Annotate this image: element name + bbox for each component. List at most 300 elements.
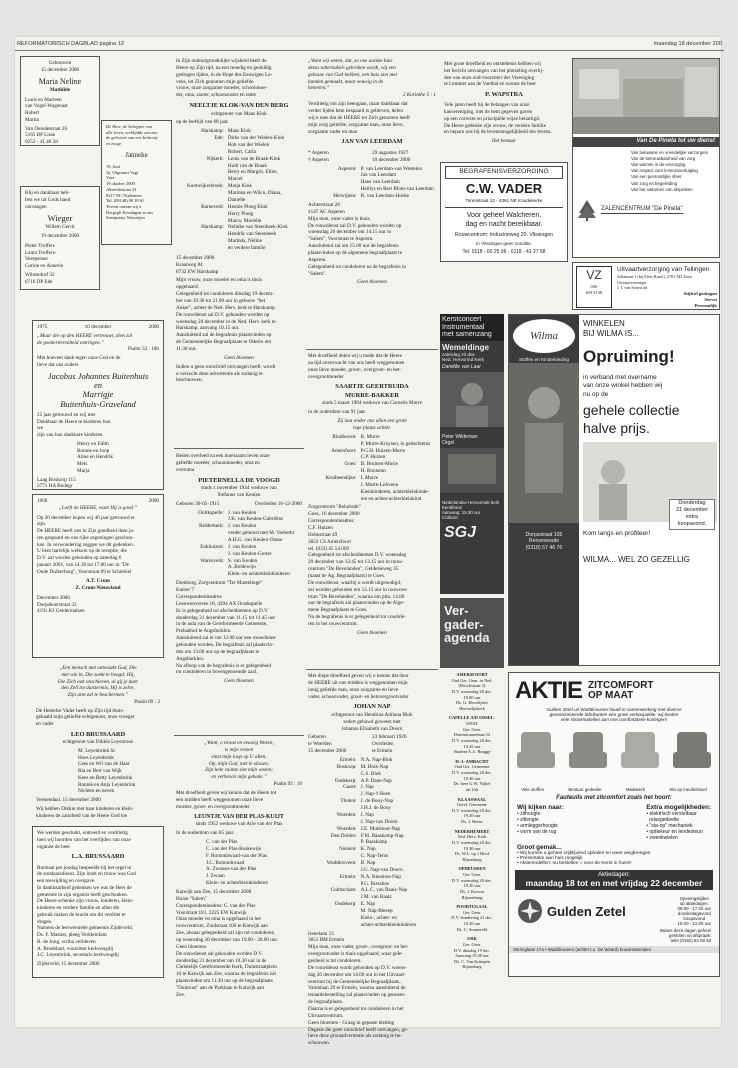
church-service [440,672,504,711]
text-line: een toewijding en overgave. [37,878,96,885]
svg-text:VZ: VZ [586,268,602,281]
address-line: 6716 DP Ede [25,278,53,285]
wieger-sub: Willem Gerrit [45,224,75,231]
address-line: Kraaiweg 84 [176,261,203,268]
intro-line: Gulden Zetel uit Waddinxveen houdt in samenwerking met diverse [546,707,682,712]
sgj-logo: SGJ [444,524,477,542]
list-item: relaxgedeelte [646,817,680,823]
aktie-intro [509,705,719,724]
text-line: Zorgcentrum "Rehoboth" [308,504,361,511]
family-names: Hennie Ploeg Klok Harry Ploeg Maico, Marielle [227,203,268,224]
day-line: Donderdag [678,500,706,506]
family-row [308,448,436,462]
family-place: Barneveld: [201,203,224,210]
pineta-item: Van zorg en begeleiding [631,180,678,186]
text-line: Oude Duikerburg", Voorstraat 89 te Schiebiel [37,568,132,575]
family-line: J.C. Romonhwaad [206,859,245,866]
church-place: OPHEUSDEN [458,866,486,872]
church-line: D.V. woensdag 20 dec. [451,807,493,813]
kuijt-text [176,889,302,999]
text-line: Prelaathof te Augsburklen. [176,628,232,635]
sub-line: echtgenoot van Hendrina Adriana Blok [331,711,413,718]
list-item: • Wij komen u geheel vrijblijvend ophalen en weer wegbrengen [517,851,651,856]
nap-sub [308,712,436,733]
church-line: Geref. Gemeente [457,802,487,808]
crum-years [37,498,159,505]
text-line: op een correcte en principiële wijze behartigd. [444,115,541,122]
text-line: Er is gelegenheid tot afscheidnemen op D.V. [176,607,269,614]
buitenhuis-ref: Psalm 32 : 10b [128,346,159,353]
family-place: Enkhuizen: [200,543,224,550]
family-row [308,846,436,860]
intro-line: mijn zorg geliefde, zorgzame man, onze lieve, [308,121,404,128]
crum-quote: „Loeft de HEERE, want Hij is goed.” [58,504,138,511]
intro-line: Met hoeveel dank tegen onze God en de [37,355,121,361]
intro-line: vele showmodellen aan met comfortabele kortingen! [560,717,668,722]
ad-tellingen [572,262,720,310]
address-line: J. I. van Schevold [617,285,647,291]
text-line: centrum bij de Gemeentelijke Begraafplaats, [308,978,401,985]
family-line: J. Zwaan [206,873,225,880]
text-line: dag 20 december om 14.00 uur in het Uitvaart- [308,971,406,978]
buitenhuis-date: 10 december [84,324,112,330]
family-row [308,887,436,901]
divider [306,349,438,350]
family-names: Kleinkinderen, achterkleinkinde- ren en achter-achterkleinkind [360,488,430,502]
family-row [176,571,302,578]
brussaard-ref: Psalm 89 : 2 [134,698,160,705]
klok-date [176,255,302,276]
intro-line: geliefde moeder, schoonmoeder, oma en [176,459,260,466]
text-line: januari 2001, van 14.30 tot 17.00 uur in "De [37,561,129,568]
voogd-sub [176,485,302,499]
family-place: Kootwijkerbroek: [186,183,224,190]
janneke-name: Janneke [125,150,148,159]
list-item: • zwenkwielen [646,835,678,841]
wieger-intro [25,190,95,210]
sub-line: Johanna Elisabeth van Doorn [341,725,403,732]
quote-line: met wie in, Die zoekt te beogd; Hij, [61,671,135,678]
text-line: Asperen. [308,256,327,263]
church-line: Oud Ger. Gemeente [454,764,490,770]
text-line: Wij hebben Dikkie met haar kinderen en klein- [36,805,134,812]
leerdam-name: JAN VAN LEERDAM [341,138,403,146]
text-line: 4147 AC Asperen [308,208,345,215]
kerst-location: Wemeldinge [442,343,489,353]
list-item: • optiekeur en lendesteun [646,829,703,835]
church-line: Ger. Gem. [462,872,482,877]
family-place: Ede: [214,135,224,142]
text-line: kasvereniging, met de hem gegeven gaven [444,109,533,116]
obituary-kuijt [176,740,302,999]
family-names: N.A. Riessbos-Nap P.G. Riessbos [360,873,401,887]
header-left: REFORMATORISCH DAGBLAD pagina 12 [17,41,125,47]
aktie-title3: OP MAAT [588,690,634,701]
ad-aktie-gulden-zetel [508,672,720,977]
text-line: C.F. Huizen [308,524,333,531]
text-line: De rouwdienst zal D.V. gehouden worden op [308,222,402,229]
text-line: Vele jaren heeft hij de belangen van onze [444,102,530,109]
kuijt-age: In de ouderdom van 85 jaar. [176,830,235,837]
wilma-text2: van onze winkel hebben wij [583,382,663,390]
crum-text [37,515,159,576]
kuijt-name: LEUNTJE VAN DER PLAS-KUIJT [194,813,284,820]
family-names: J. van Keulen verder gehuwd met M. Verberkt A.H.G. van Keulen-Ousse [227,523,295,544]
text-line: Harskamp, aanvang 10.15 uur. [176,325,240,332]
intro-line: In Zijn ondoorgrondelijke wijsheid heeft de [176,58,267,64]
family-row [308,826,436,833]
family-row [308,812,436,826]
pineta-item: Van het nakomen van afspraken [631,186,693,192]
text-line: we [37,425,44,432]
text-line: Leeuwenversee 18, 4394 AX Oostkapelle [176,600,263,607]
intro-line: de HEERE uit ons midden is weggenomen mijn [308,679,408,686]
text-line: De rouwdienst zal gehouden worden D.V. [176,950,263,957]
wieger-parents [25,243,95,270]
church-line: Rijsenburg [462,856,482,862]
brussaard-family [78,748,160,795]
parent-line: Corine en Annerie [25,263,64,270]
text-line: den om 13.00 uur op de begraafplaats te [176,648,260,655]
tellingen-phone [577,284,611,296]
tagline-line: Stijlvol gedragen [683,290,717,296]
aktie-left-list [517,811,564,835]
family-names: Leuis van de Braak-Klok Huib van de Braak Berry en Margrit, Ellen, Marcel [227,155,281,183]
title-line: Kerstconcert [442,316,482,323]
text-line: Hobostraat 49 [308,531,338,538]
address-line: 0252 - 41 48 58 [25,139,58,146]
wieger-date: 19 december 2000 [40,233,80,240]
family-names: K. Nap C. Nap-Tenis [360,846,389,860]
wilma-tagline: WILMA... WEL ZO GEZELLIG [583,554,690,564]
family-row [308,798,436,812]
cw-phone: Tel. 0118 - 60 25 06 - 0118 - 41 27 58 [462,248,546,255]
wilma-koopavond [669,499,715,530]
neline-line1: Gebouwen [48,60,72,66]
family-row [308,461,436,475]
leerdam-sign: Geen bloemen [357,279,387,286]
intro-line: het bericht ontvangen van het plotseling overlij- [444,67,544,74]
wilma-half-price: halve prijs. [583,420,650,437]
church-line: D.V. woensdag 20 dec. [451,688,493,694]
tagline-line: Servet [704,296,717,302]
pineta-title: Van De Pineta tot uw dienst [573,137,719,147]
hours-line: koopavond [683,916,706,921]
brussaard-date: Veenendaal, 15 december 2000 [36,797,101,804]
chair-label: Maatwerk [625,787,645,792]
date-line: † Asperen [308,156,329,163]
leerdam-quote [308,58,436,92]
voogd-dates [176,501,302,508]
text-line: Gelegenheid tot afscheidnemen D.V. woensdag [308,552,407,559]
list-item: • elektrisch verstelbaar [646,811,697,817]
text-line: op woensdag 20 december van 19.00 - 20.00 uur. [176,936,279,943]
text-line: opgebaard. [176,284,199,291]
family-place: Woerden: [336,825,357,832]
text-line: 11.30 uur. [176,345,197,352]
wapstra-sign: Het bestuur [491,138,517,145]
quote-line: Die Zich ook onschieven, al gij je daer [57,678,139,685]
family-row [308,833,436,847]
neline-address [25,126,95,146]
brussaard2-date: Zijderveld, 15 december 2000 [37,961,100,968]
pineta-item: Van de betrouwbaarheid van zorg [631,155,696,161]
parent-line: Robert [25,110,40,117]
text-line: overgrootvader is thuis opgebaard, waar gele- [308,951,403,958]
child-line: Aline en Hendrik [77,454,114,461]
family-row [176,544,302,558]
address-line: Van Oeindestraat 26 [25,125,68,132]
church-line: Oud Ger. Gem. in Ned. [451,677,493,683]
church-service [440,759,504,793]
intro-line: verder lijden hem bespaard is gebleven, delen [308,108,403,115]
murre-text [308,504,436,627]
family-line: Ria en Bert van Wijk [78,768,122,775]
leerdam-intro [308,101,436,135]
intro-line: wij u mee dat de HEERE tot Zich genomen heeft [308,114,410,121]
text-line: Zee, alwaar gelegenheid zal zijn tot condoleren [176,930,275,937]
date-line: 10 december 2000 [372,156,411,163]
church-line: D.V. woensdag 20 dec. [451,770,493,775]
text-line: 25 jaar getrouwd en wij met [37,411,96,418]
list-item: • "sta-op" mechaniek [646,823,693,829]
phone-line: 030 [590,283,598,289]
text-line: en beparn ons bij de levensmogelijkheid des levens. [444,129,552,136]
text-line: teraardebestelling zal plaatsvinden op genoem- [308,992,406,999]
hours-line: 18.00 - 21.00 uur [677,921,711,926]
family-names: R. Murre P. Murre-Kruysen, in gedachtenis [360,433,431,447]
church-line: Rijssenburg [461,894,483,900]
hours-line: donderdagavond [677,911,711,916]
quote-line: en verheven mijn gebede.” [211,774,267,781]
wieger-address [25,272,95,286]
intro-line: Met droefheid geven wij kennis dat de Heere tot [176,790,277,797]
aktie-chair-labels [509,787,719,792]
aktie-brand: Gulden Zetel [547,903,626,919]
neline-header [25,60,95,94]
murre-name [308,383,436,400]
text-line: beschouwen. [176,377,203,384]
quote-line: de goedertierenheid omringen.” [37,339,104,346]
family-line: F. Romonhwaad-van der Plas [206,852,267,859]
intro-line: ben we uit Gods hand [25,196,71,203]
text-line: "Salem", Voorstraat te Asperen. [308,236,374,243]
obituary-leerdam [308,58,436,286]
text-line: tot condoleren in bovengenoemde zaal. [176,669,258,676]
text-line: genheid is tot condoleren. [308,957,362,964]
quote-line: „Want, o troost en eeuwig Wezen, [204,740,274,746]
quote-line: „Een mensch met ontwaakt God, Die [59,665,137,671]
detail-line: Nederlandse Hervormde kerk [442,500,500,506]
family-place: Ermelo: [339,873,357,880]
address-line: Dorpsboerstraat 32 [37,601,77,608]
quote-line: hemelen.” [308,85,330,92]
family-row [176,156,302,183]
birth-ad-neline [20,56,100,146]
list-item: • Presentatie aan huis mogelijk [517,856,583,861]
crum-year: 1960 [37,498,48,504]
family-line: Nichten en neven [78,788,115,795]
address-line: Uitvaartverzorger [617,279,647,285]
cw-slogan1: Voor geheel Walcheren, [466,211,542,219]
intro-line: zorgzame vader en man [308,128,358,135]
text-line: In dankbaarheid gedenken we wat de Heer de [37,884,132,891]
family-names: P. van Leerdam-van Westelen Jan van Leerdam Hans van Leerdam Heillys en Bert Blom-van Leerdam [360,165,434,193]
family-names: I. Murre J. Murre-Leliveno [360,474,399,488]
church-service [440,797,504,825]
name-line: SAARTJE GEERTRUIDA [335,383,409,391]
text-line: Kamer 7 [176,587,195,594]
text-line: Geen bloemen [176,943,207,950]
church-line: D.V. donderdag 21 dec. [451,915,493,921]
church-line: Aanvang 19.30 uur [455,953,489,959]
text-line: A. Broekhart, voorzitter kerkvoogdij [37,945,114,952]
text-line: Irenelaan 13 [308,930,334,937]
list-item: • zithoogte [517,811,541,817]
obituary-klok [176,58,302,384]
brussaard2-name: L.A. BRUSSAARD [71,853,125,861]
detail-line: Ynte [106,175,115,181]
text-line: Namens de leerwerstede gemeente Zijderveld, [37,925,134,932]
family-names: J.E. Mulshout-Nap [360,825,400,832]
address-line: 2771 HA Bodegr [37,483,73,490]
wilma-text1: in verband met overname [583,373,657,381]
church-line: Ger. Gem. [462,726,482,732]
intro-line: moeder, groot- en overgrootmoeder [176,803,250,810]
church-services [440,672,504,974]
church-line: Ger. Gem. [462,909,482,915]
family-names: J. van Keulen J.K. van Keulen-Gabriëlse [227,509,283,523]
wilma-logo: Wilma [513,319,575,353]
church-line: 19.45 uur [463,743,481,749]
page-header [15,40,724,51]
aktie-right-title: Extra mogelijkheden: [646,804,711,811]
text-line: Correspondentieadres: [308,518,355,525]
family-place [176,571,228,578]
church-line: uit Urk [465,786,479,792]
intro-line: te Lemmer aan de Voetbal en wonen de heer [444,81,536,88]
sub-line: Stefanus van Keulen [217,491,261,498]
family-line: C. van der Plas-Roskewijn [206,845,262,852]
family-place: Gazet: [343,784,357,791]
text-line: Uitvaartcentrum. [308,1012,344,1019]
family-place: Harskamp: [201,128,224,135]
cw-head: BEGRAFENISVERZORGING [445,166,563,179]
family-place: Ooltkapelle: [198,509,224,516]
contact-line: Buiten deze dagen geheel [659,928,711,933]
family-row [176,558,302,572]
child-line: Marja [77,467,90,474]
address-line: 4191 KJ Geldermalsen [37,608,85,615]
aktie-left-title: Wij kijken naar: [517,804,564,811]
title-line: Instrumentaal [442,323,485,331]
brussaard2-intro [37,830,159,850]
text-line: Indien u geen rouwbrief ontvangen heeft, wordt [176,363,276,370]
crum-year2: 2000 [148,498,159,504]
neline-sub: Mathilde [49,86,71,93]
brussaard2-text [37,865,159,960]
neline-parents [25,97,95,124]
text-line: 10 te Katwijk aan Zee, waarna de begrafenis zal [176,971,276,978]
detail-line: 8317 NC Nijdeinem [106,192,142,198]
klok-text [176,277,302,352]
address-line: Jaffamaat 1 (bij Eiers Rusel), 2701 AD Zaws [617,274,693,280]
name-line: Marrigje [82,389,114,400]
klok-extra [176,364,302,385]
intro-line: ontvangen [25,203,47,210]
buitenhuis-year: 1975 [37,324,48,330]
church-line: 19.00 uur [463,694,481,700]
kerst-photo-image [440,372,504,427]
church-service [440,904,504,932]
text-line: Zee. [176,991,186,998]
quote-line: Zij laat onder ons allen een grote [337,418,407,425]
day-line: extra [685,514,699,521]
text-line: Dankbaar de Heere te kinderen hun [37,418,111,425]
murre-intro [308,353,436,380]
cw-name: C.W. VADER [465,180,543,196]
family-names: F.M. Baaskamp-Nap P. Baaskamp [360,832,404,846]
wilma-child-photo-image [509,363,579,523]
text-line: de begraafplaats. [308,999,344,1006]
text-line: De Heere gedenke zijn vrouw, de verdere familie [444,122,546,129]
intro-line: De Here, de Schepper van [106,124,153,129]
parent-line: Veerpenser [25,256,49,263]
church-line: Ds. C. Van Krimpen [454,958,490,964]
quote-line: lege plaats achter. [353,424,391,431]
cw-address2: Rouwcentrum: Industrieweg 20, Vlissingen [454,231,554,238]
church-place: AMERSFOORT [456,672,488,677]
klok-name: NEELTJE KLOK-VAN DEN BERG [189,102,289,110]
church-service [440,936,504,970]
date-line: Ned. Hervormd Kerk [442,357,484,363]
intro-line: onze lieve moeder, groot-, overgroot- en bet- [308,366,402,373]
sub-line: sedert gehuwd geweest met [343,718,401,725]
family-names: N.A. Nap-Blok [360,757,393,764]
crum-address [37,595,159,615]
intro-line: de geboorte van een kerkertje [106,135,159,141]
text-line: Christelijk Gereformeerde Kerk, Duinstraatplein [176,964,277,971]
aktie-address: Steringlaan 17a • Waddinxveen (achter t.o. De Waard) bouwmaterialen [509,946,719,953]
brussaard-name: LEO BRUSSAARD [70,730,126,738]
family-row [308,874,436,888]
family-row [308,434,436,448]
list-item: • Aktiemodellen: nu bestellen = voor de Kerst in huis!!! [517,861,632,866]
text-line: Anker", achter de Ned. Herv. kerk te Harskamp. [176,304,276,311]
name-line: Jacobus Johannes Buitenhuis [47,370,149,381]
detail-line: Tel. (09148) 90 18 61 [106,198,145,204]
detail-line: Kerstfeest [442,505,462,511]
church-place: POORTUGAAL [456,904,488,910]
text-line: Aansluitend zal om 15.00 uur de begrafenis [308,243,399,250]
family-place: Noenen: [339,846,357,853]
ad-vergaderagenda [440,598,504,668]
vergader-line1: Ver- [444,603,469,618]
family-row [176,204,302,225]
intro-line: overoma [176,466,195,473]
aktie-right-list [646,811,711,841]
pineta-item: Van warmte in de verzorging [631,161,686,167]
voogd-family [176,510,302,579]
text-line: Mijn vrouw, onze moeder en oma is thuis [176,277,263,284]
quote-line: gebouw van God hebben, een huis niet met [308,71,398,78]
klok-sub: echtgenote van Maas Klok [211,110,267,117]
day-line: koopavond. [677,521,707,528]
family-place: Rindhoven: [332,433,357,440]
text-line: Onze moeder en oma is opgebaard in het [176,916,261,923]
family-names: R. van Leerdam-Hoeke [360,193,410,200]
date-line: * Asperen [308,149,329,156]
